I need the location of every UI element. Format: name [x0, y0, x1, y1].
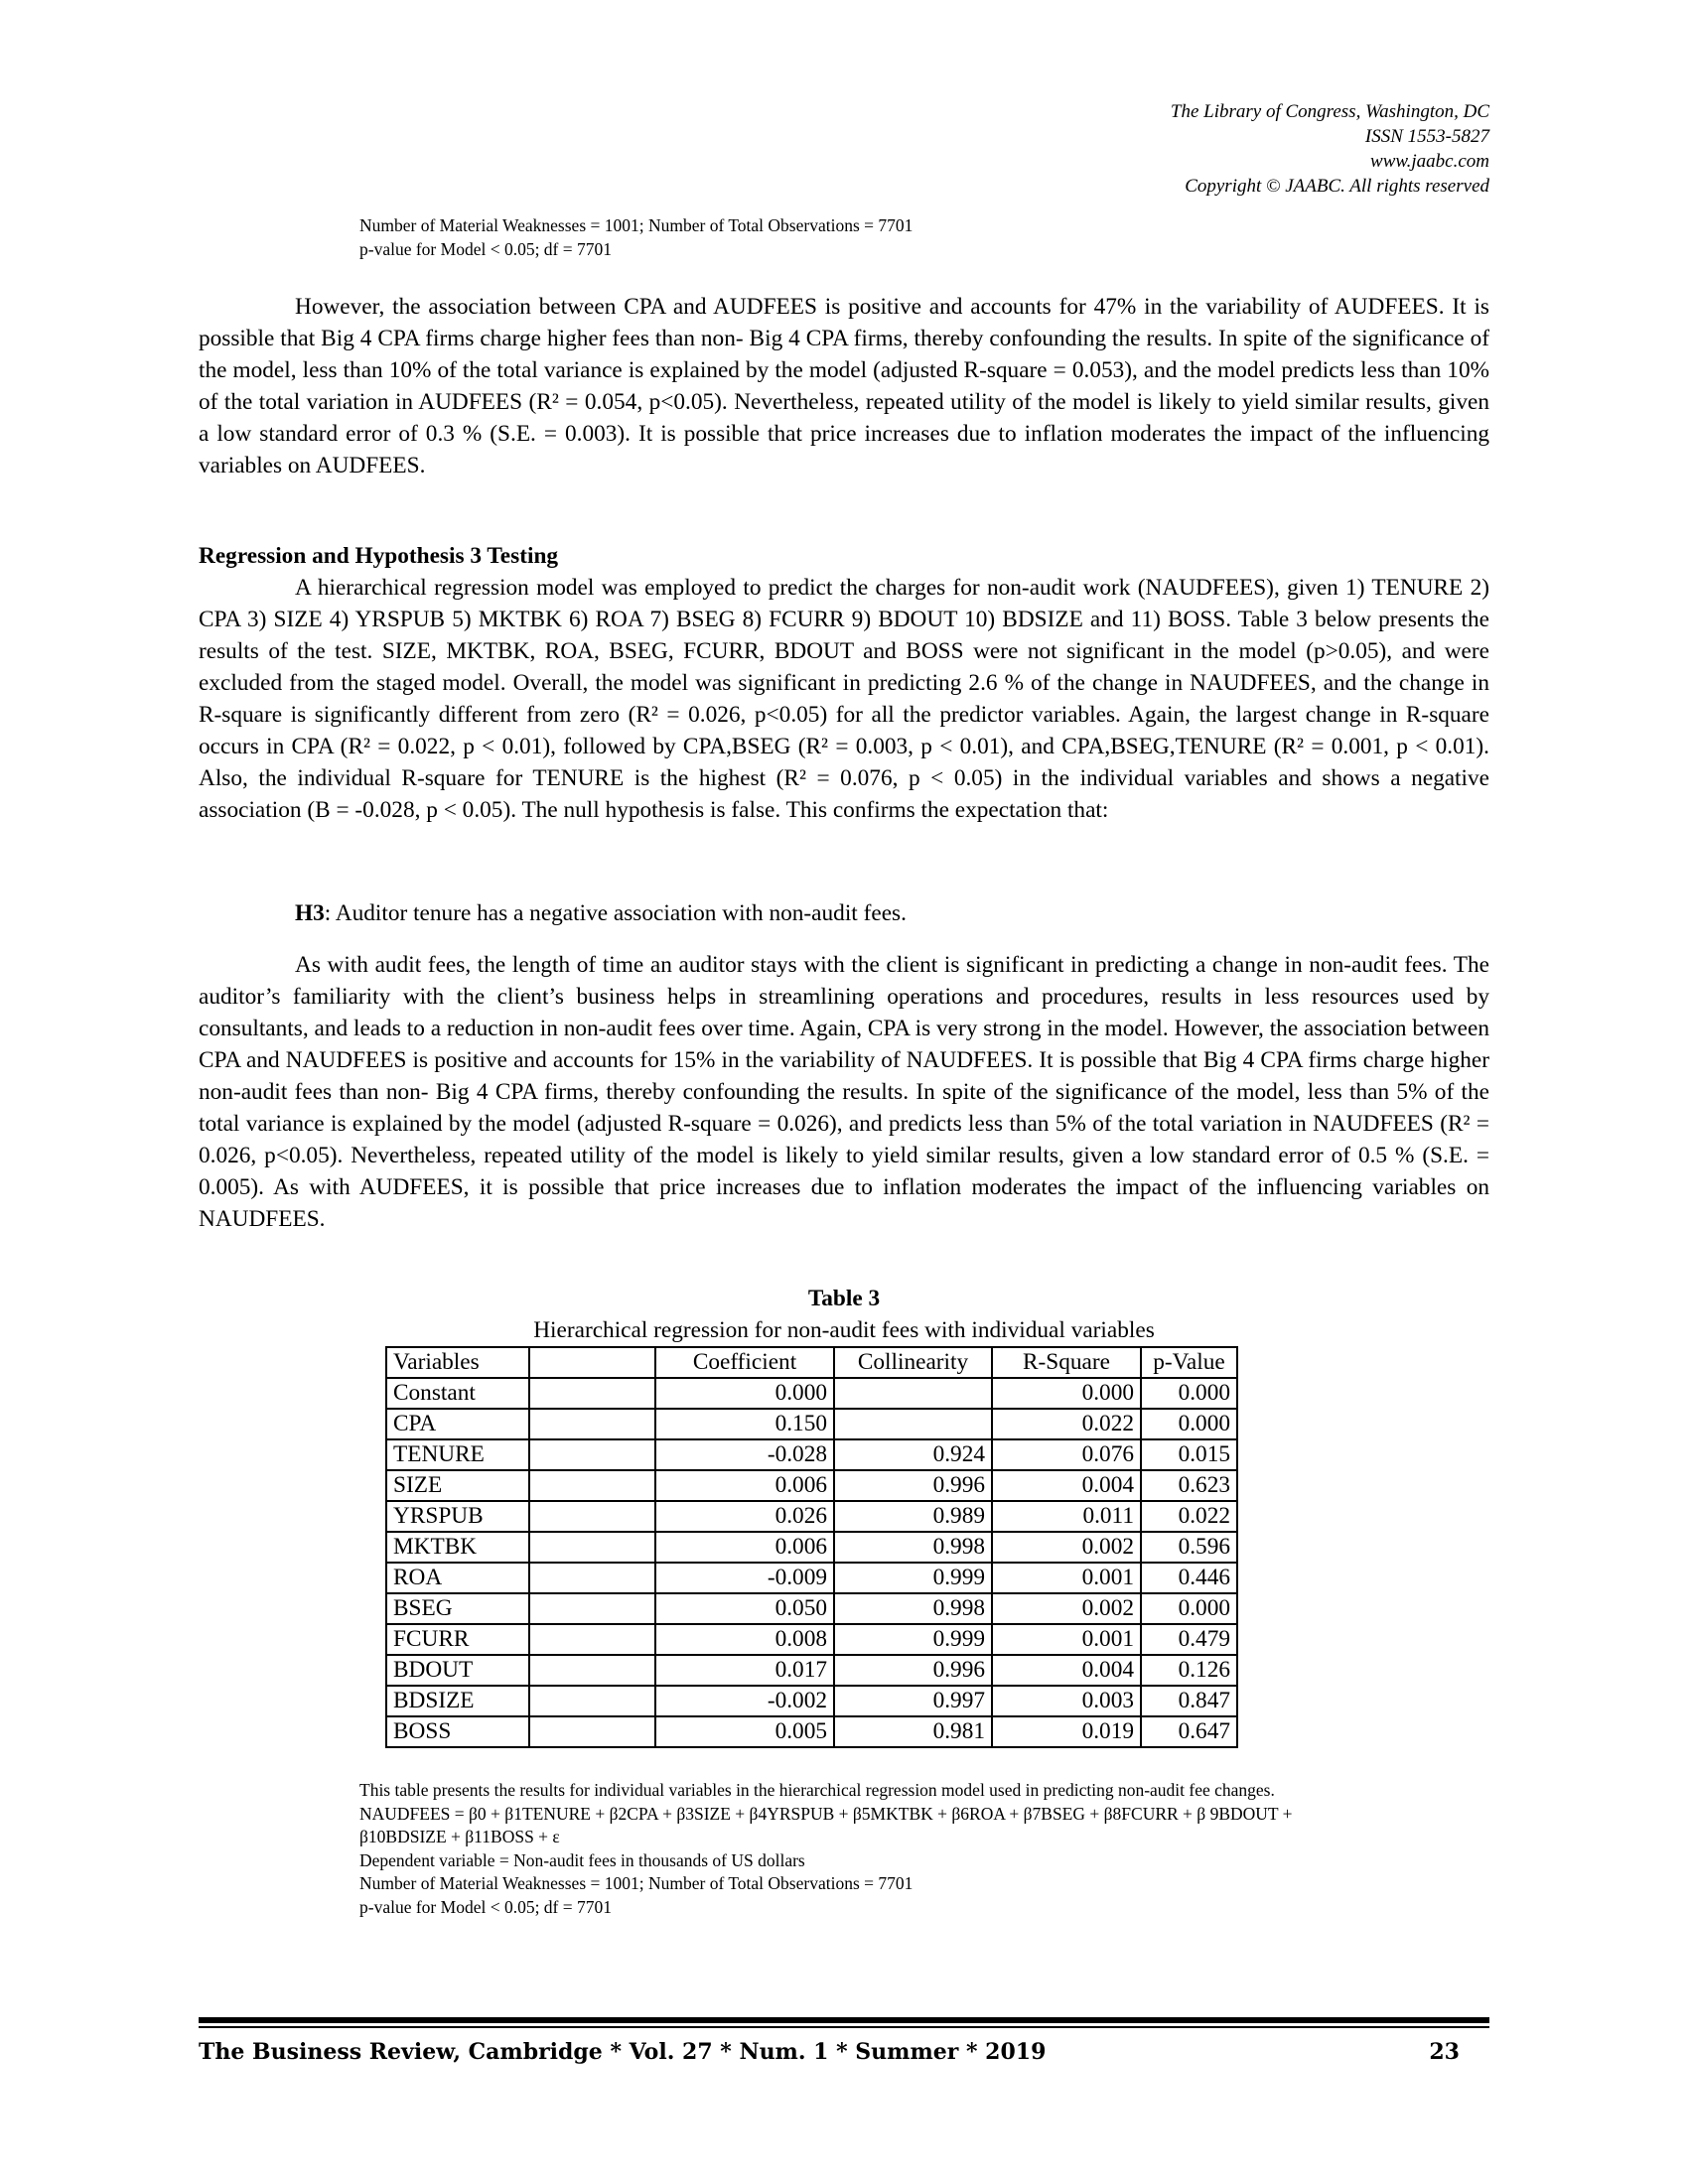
cell-pvalue: 0.000: [1141, 1409, 1237, 1439]
header-variables: Variables: [386, 1347, 529, 1378]
header-blank: [529, 1347, 655, 1378]
footer-journal: The Business Review, Cambridge * Vol. 27 * Num. 1 * Summer * 2019: [199, 2039, 1047, 2065]
cell-rsquare: 0.022: [992, 1409, 1141, 1439]
cell-collinearity: 0.996: [834, 1470, 992, 1501]
cell-collinearity: 0.989: [834, 1501, 992, 1532]
cell-rsquare: 0.001: [992, 1624, 1141, 1655]
cell-rsquare: 0.002: [992, 1593, 1141, 1624]
cell-coefficient: 0.026: [655, 1501, 834, 1532]
cell-variable: BSEG: [386, 1593, 529, 1624]
cell-variable: CPA: [386, 1409, 529, 1439]
cell-rsquare: 0.011: [992, 1501, 1141, 1532]
header-collinearity: Collinearity: [834, 1347, 992, 1378]
cell-blank: [529, 1655, 655, 1686]
cell-rsquare: 0.004: [992, 1655, 1141, 1686]
header-issn: ISSN 1553-5827: [1364, 126, 1489, 147]
cell-coefficient: 0.006: [655, 1532, 834, 1563]
table-row: [386, 1501, 1237, 1532]
cell-collinearity: 0.924: [834, 1439, 992, 1470]
cell-pvalue: 0.647: [1141, 1716, 1237, 1747]
header-pvalue: p-Value: [1141, 1347, 1237, 1378]
cell-coefficient: 0.005: [655, 1716, 834, 1747]
cell-collinearity: [834, 1378, 992, 1409]
cell-rsquare: 0.002: [992, 1532, 1141, 1563]
cell-pvalue: 0.623: [1141, 1470, 1237, 1501]
cell-collinearity: 0.999: [834, 1563, 992, 1593]
cell-variable: BDOUT: [386, 1655, 529, 1686]
cell-variable: TENURE: [386, 1439, 529, 1470]
paragraph-text: However, the association between CPA and AUDFEES is positive and accounts for 47% in the variability of AUDFEES. It is possible that Big 4 CPA firms charge higher fees than non- Big 4 CPA firms, thereby confounding the results. In spite of the significance of the model, less than 10% of the total variance is explained by the model (adjusted R-square = 0.053), and the model predicts less than 10% of the total variation in AUDFEES (R² = 0.054, p<0.05). Nevertheless, repeated utility of the model is likely to yield similar results, given a low standard error of 0.3 % (S.E. = 0.003). It is possible that price increases due to inflation moderates the impact of the influencing variables on AUDFEES.: [199, 294, 1489, 478]
regression-table: [385, 1346, 1238, 1748]
cell-blank: [529, 1409, 655, 1439]
table-row: [386, 1716, 1237, 1747]
cell-coefficient: -0.009: [655, 1563, 834, 1593]
cell-variable: BOSS: [386, 1716, 529, 1747]
cell-pvalue: 0.126: [1141, 1655, 1237, 1686]
section-hypothesis-3: [199, 540, 1489, 826]
cell-rsquare: 0.001: [992, 1563, 1141, 1593]
previous-table-note: [359, 213, 913, 261]
table-row: [386, 1563, 1237, 1593]
cell-variable: YRSPUB: [386, 1501, 529, 1532]
cell-pvalue: 0.596: [1141, 1532, 1237, 1563]
cell-collinearity: 0.997: [834, 1686, 992, 1716]
table-title: Hierarchical regression for non-audit fees with individual variables: [533, 1317, 1155, 1343]
cell-rsquare: 0.003: [992, 1686, 1141, 1716]
cell-variable: SIZE: [386, 1470, 529, 1501]
cell-collinearity: 0.998: [834, 1532, 992, 1563]
cell-pvalue: 0.000: [1141, 1593, 1237, 1624]
cell-pvalue: 0.479: [1141, 1624, 1237, 1655]
hypothesis-label: H3: [295, 900, 325, 926]
cell-pvalue: 0.446: [1141, 1563, 1237, 1593]
paragraph-audfees: [199, 291, 1489, 481]
footer-rule-thin: [199, 2026, 1489, 2028]
cell-variable: FCURR: [386, 1624, 529, 1655]
page-footer: [199, 2039, 1489, 2065]
table-notes: [359, 1779, 1382, 1919]
note-description: This table presents the results for individual variables in the hierarchical regression model used in predicting non-audit fee changes.: [359, 1780, 1275, 1800]
header-publisher: The Library of Congress, Washington, DC: [1170, 101, 1489, 122]
page-header: [1171, 99, 1489, 199]
hypothesis-statement: [295, 900, 907, 927]
table-row: [386, 1532, 1237, 1563]
cell-pvalue: 0.847: [1141, 1686, 1237, 1716]
cell-coefficient: -0.028: [655, 1439, 834, 1470]
cell-blank: [529, 1563, 655, 1593]
note-pvalue: p-value for Model < 0.05; df = 7701: [359, 1896, 612, 1917]
cell-rsquare: 0.076: [992, 1439, 1141, 1470]
cell-collinearity: 0.981: [834, 1716, 992, 1747]
cell-variable: MKTBK: [386, 1532, 529, 1563]
cell-coefficient: 0.150: [655, 1409, 834, 1439]
cell-collinearity: 0.998: [834, 1593, 992, 1624]
cell-rsquare: 0.000: [992, 1378, 1141, 1409]
cell-variable: BDSIZE: [386, 1686, 529, 1716]
prenote-observations: Number of Material Weaknesses = 1001; Number of Total Observations = 7701: [359, 215, 914, 235]
cell-blank: [529, 1501, 655, 1532]
cell-coefficient: -0.002: [655, 1686, 834, 1716]
cell-blank: [529, 1378, 655, 1409]
table-row: [386, 1439, 1237, 1470]
table-row: [386, 1655, 1237, 1686]
cell-blank: [529, 1470, 655, 1501]
cell-pvalue: 0.022: [1141, 1501, 1237, 1532]
note-observations: Number of Material Weaknesses = 1001; Number of Total Observations = 7701: [359, 1873, 914, 1893]
prenote-pvalue: p-value for Model < 0.05; df = 7701: [359, 239, 612, 259]
cell-blank: [529, 1593, 655, 1624]
cell-coefficient: 0.017: [655, 1655, 834, 1686]
note-equation: NAUDFEES = β0 + β1TENURE + β2CPA + β3SIZE + β4YRSPUB + β5MKTBK + β6ROA + β7BSEG + β8FCURR + β 9BDOUT + β10BDSIZE + β11BOSS + ε: [359, 1803, 1293, 1846]
header-coefficient: Coefficient: [655, 1347, 834, 1378]
footer-rule-thick: [199, 2017, 1489, 2023]
cell-pvalue: 0.015: [1141, 1439, 1237, 1470]
cell-rsquare: 0.004: [992, 1470, 1141, 1501]
cell-coefficient: 0.006: [655, 1470, 834, 1501]
section-paragraph: A hierarchical regression model was employed to predict the charges for non-audit work (NAUDFEES), given 1) TENURE 2) CPA 3) SIZE 4) YRSPUB 5) MKTBK 6) ROA 7) BSEG 8) FCURR 9) BDOUT 10) BDSIZE and 11) BOSS. Table 3 below presents the results of the test. SIZE, MKTBK, ROA, BSEG, FCURR, BDOUT and BOSS were not significant in the model (p>0.05), and were excluded from the staged model. Overall, the model was significant in predicting 2.6 % of the change in NAUDFEES, and the change in R-square is significantly different from zero (R² = 0.026, p<0.05) for all the predictor variables. Again, the largest change in R-square occurs in CPA (R² = 0.022, p < 0.01), followed by CPA,BSEG (R² = 0.003, p < 0.01), and CPA,BSEG,TENURE (R² = 0.001, p < 0.01). Also, the individual R-square for TENURE is the highest (R² = 0.076, p < 0.05) in the individual variables and shows a negative association (B = -0.028, p < 0.05). The null hypothesis is false. This confirms the expectation that:: [199, 575, 1489, 823]
cell-rsquare: 0.019: [992, 1716, 1141, 1747]
cell-blank: [529, 1532, 655, 1563]
table-row: [386, 1624, 1237, 1655]
cell-coefficient: 0.050: [655, 1593, 834, 1624]
header-copyright: Copyright © JAABC. All rights reserved: [1185, 176, 1489, 197]
section-heading: Regression and Hypothesis 3 Testing: [199, 543, 559, 569]
table-row: [386, 1686, 1237, 1716]
cell-variable: Constant: [386, 1378, 529, 1409]
cell-blank: [529, 1439, 655, 1470]
table-row: [386, 1409, 1237, 1439]
table-row: [386, 1378, 1237, 1409]
note-dependent-variable: Dependent variable = Non-audit fees in thousands of US dollars: [359, 1849, 805, 1870]
page-number: 23: [1429, 2039, 1460, 2065]
table-row: [386, 1593, 1237, 1624]
paragraph-text: As with audit fees, the length of time an auditor stays with the client is significant in predicting a change in non-audit fees. The auditor’s familiarity with the client’s business helps in streamlining operations and procedures, results in less resources used by consultants, and leads to a reduction in non-audit fees over time. Again, CPA is very strong in the model. However, the association between CPA and NAUDFEES is positive and accounts for 15% in the variability of NAUDFEES. It is possible that Big 4 CPA firms charge higher non-audit fees than non- Big 4 CPA firms, thereby confounding the results. In spite of the significance of the model, less than 5% of the total variance is explained by the model (adjusted R-square = 0.026), and predicts less than 5% of the total variation in NAUDFEES (R² = 0.026, p<0.05). Nevertheless, repeated utility of the model is likely to yield similar results, given a low standard error of 0.5 % (S.E. = 0.005). As with AUDFEES, it is possible that price increases due to inflation moderates the impact of the influencing variables on NAUDFEES.: [199, 952, 1489, 1232]
cell-collinearity: 0.996: [834, 1655, 992, 1686]
table-row: [386, 1470, 1237, 1501]
cell-blank: [529, 1624, 655, 1655]
cell-pvalue: 0.000: [1141, 1378, 1237, 1409]
header-website: www.jaabc.com: [1370, 151, 1489, 172]
table-number: Table 3: [807, 1286, 881, 1311]
header-rsquare: R-Square: [992, 1347, 1141, 1378]
hypothesis-text: : Auditor tenure has a negative association with non-audit fees.: [324, 900, 907, 926]
table-caption: [199, 1283, 1489, 1346]
cell-collinearity: [834, 1409, 992, 1439]
cell-blank: [529, 1686, 655, 1716]
paragraph-naudfees: [199, 949, 1489, 1235]
cell-variable: ROA: [386, 1563, 529, 1593]
table-header-row: [386, 1347, 1237, 1378]
cell-blank: [529, 1716, 655, 1747]
cell-coefficient: 0.008: [655, 1624, 834, 1655]
cell-coefficient: 0.000: [655, 1378, 834, 1409]
cell-collinearity: 0.999: [834, 1624, 992, 1655]
